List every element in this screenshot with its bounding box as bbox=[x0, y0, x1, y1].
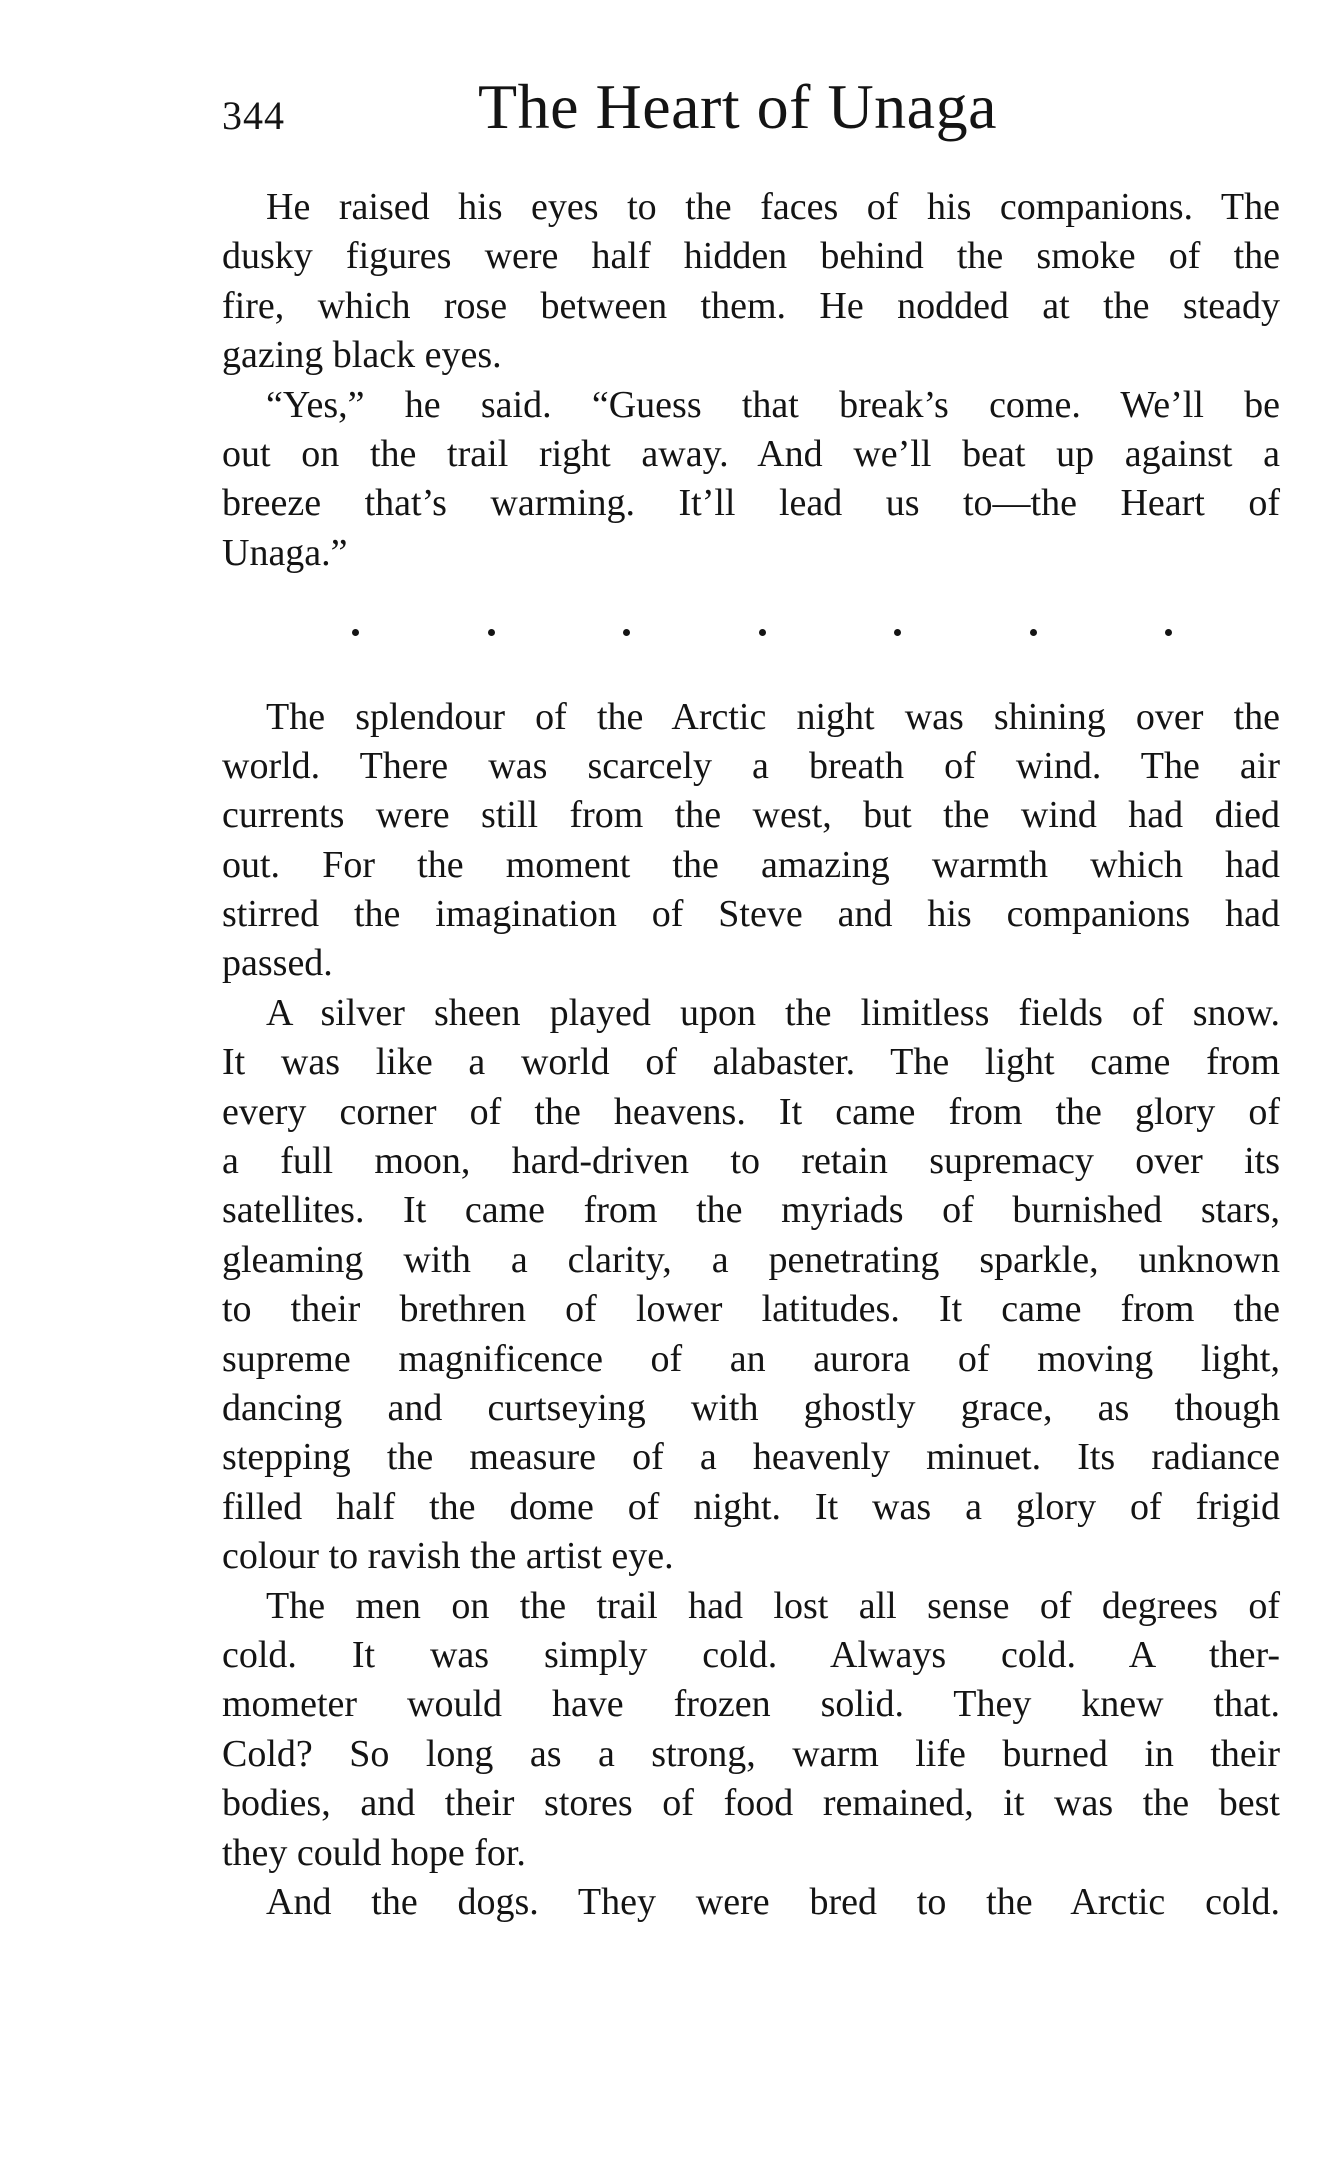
text-line: breeze that’s warming. It’ll lead us to—the Heart of bbox=[222, 482, 1280, 525]
dot bbox=[623, 629, 630, 636]
text-line: a full moon, hard-driven to retain supremacy over its bbox=[222, 1140, 1280, 1183]
text-line: It was like a world of alabaster. The light came from bbox=[222, 1041, 1280, 1084]
dot bbox=[1030, 629, 1037, 636]
text-line: colour to ravish the artist eye. bbox=[222, 1535, 674, 1578]
text-line: The men on the trail had lost all sense of degrees of bbox=[266, 1584, 1280, 1627]
text-line: And the dogs. They were bred to the Arctic cold. bbox=[266, 1880, 1280, 1923]
text-line: out. For the moment the amazing warmth which had bbox=[222, 843, 1280, 886]
paragraph-4 bbox=[222, 989, 1280, 1582]
text-line: stepping the measure of a heavenly minuet. Its radiance bbox=[222, 1436, 1280, 1479]
paragraph-1 bbox=[222, 183, 1280, 381]
page-number: 344 bbox=[222, 93, 285, 138]
dot bbox=[352, 629, 359, 636]
page-header bbox=[222, 70, 1282, 150]
text-line: He raised his eyes to the faces of his companions. The bbox=[266, 186, 1280, 228]
text-line: passed. bbox=[222, 942, 333, 985]
paragraph-5 bbox=[222, 1582, 1280, 1878]
text-line: filled half the dome of night. It was a glory of frigid bbox=[222, 1485, 1280, 1528]
text-line: dancing and curtseying with ghostly grace, as though bbox=[222, 1386, 1280, 1429]
text-line: mometer would have frozen solid. They knew that. bbox=[222, 1683, 1280, 1726]
section-break-dots bbox=[352, 608, 1172, 657]
text-line: stirred the imagination of Steve and his companions had bbox=[222, 893, 1280, 936]
text-line: “Yes,” he said. “Guess that break’s come. We’ll be bbox=[266, 383, 1280, 426]
text-line: dusky figures were half hidden behind the smoke of the bbox=[222, 235, 1280, 278]
text-line: every corner of the heavens. It came from the glory of bbox=[222, 1090, 1280, 1133]
text-line: world. There was scarcely a breath of wind. The air bbox=[222, 744, 1280, 787]
text-line: currents were still from the west, but the wind had died bbox=[222, 794, 1280, 837]
dot bbox=[488, 629, 495, 636]
dot bbox=[1165, 629, 1172, 636]
text-line: A silver sheen played upon the limitless fields of snow. bbox=[266, 991, 1280, 1034]
text-line: gazing black eyes. bbox=[222, 334, 502, 377]
text-line: out on the trail right away. And we’ll beat up against a bbox=[222, 432, 1280, 475]
paragraph-6 bbox=[222, 1878, 1280, 1927]
dot bbox=[894, 629, 901, 636]
text-line: supreme magnificence of an aurora of moving light, bbox=[222, 1337, 1280, 1380]
text-line: satellites. It came from the myriads of burnished stars, bbox=[222, 1189, 1280, 1232]
paragraph-3 bbox=[222, 693, 1280, 989]
running-title: The Heart of Unaga bbox=[478, 71, 997, 142]
text-line: The splendour of the Arctic night was shining over the bbox=[266, 695, 1280, 738]
body-text bbox=[222, 183, 1280, 1927]
text-line: Unaga.” bbox=[222, 531, 348, 574]
text-line: gleaming with a clarity, a penetrating sparkle, unknown bbox=[222, 1238, 1280, 1281]
paragraph-2 bbox=[222, 381, 1280, 579]
text-line: they could hope for. bbox=[222, 1831, 526, 1874]
text-line: to their brethren of lower latitudes. It came from the bbox=[222, 1288, 1280, 1331]
dot bbox=[759, 629, 766, 636]
text-line: bodies, and their stores of food remained, it was the best bbox=[222, 1782, 1280, 1825]
text-line: Cold? So long as a strong, warm life burned in their bbox=[222, 1732, 1280, 1775]
text-line: fire, which rose between them. He nodded at the steady bbox=[222, 284, 1280, 327]
text-line: cold. It was simply cold. Always cold. A ther- bbox=[222, 1633, 1280, 1676]
